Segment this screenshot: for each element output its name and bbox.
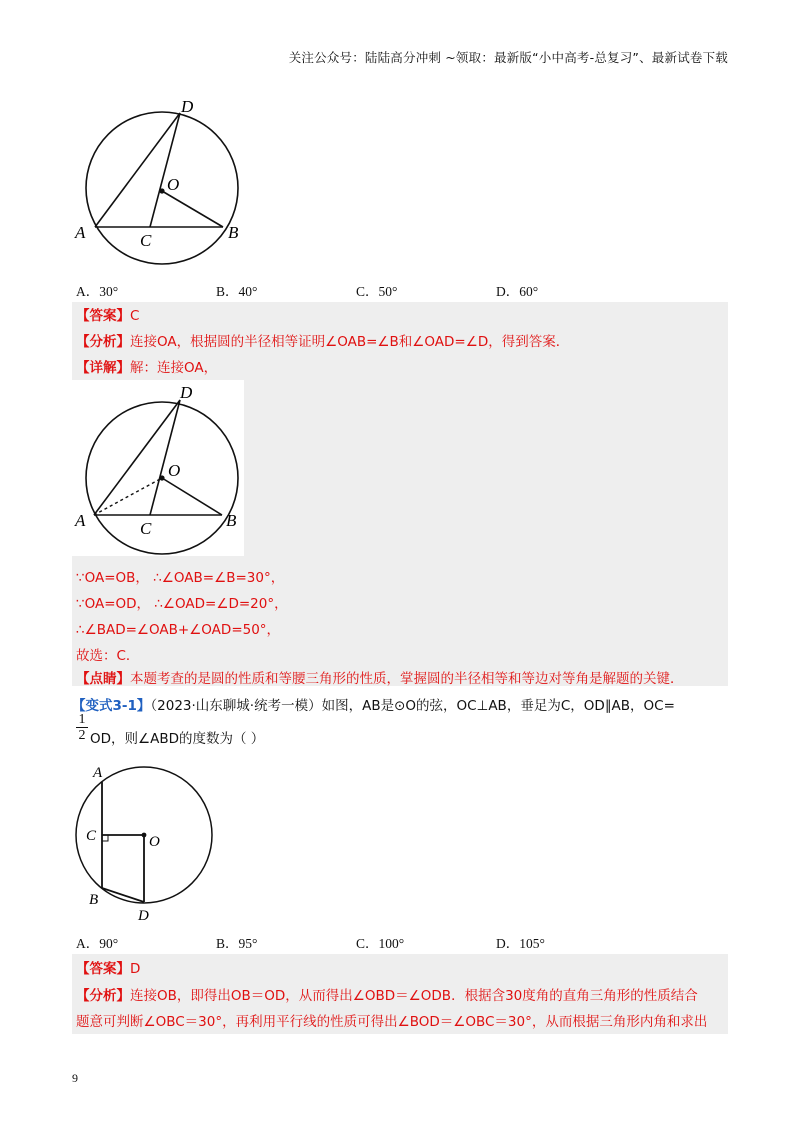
label-a: A [75, 223, 86, 242]
circle-figure-3 [72, 760, 222, 926]
q2-option-b: B．95° [216, 936, 258, 951]
q2-answer: 【答案】D [76, 961, 141, 977]
label-o: O [149, 834, 160, 850]
q2-analysis-line1: 【分析】连接OB，即得出OB＝OD，从而得出∠OBD＝∠ODB．根据含30度角的直角三角形的性质结合 [76, 988, 698, 1004]
circle-outline [86, 112, 238, 264]
q1-option-d: D．60° [496, 284, 539, 299]
q2-option-c: C．100° [356, 936, 405, 951]
q1-option-c: C．50° [356, 284, 398, 299]
label-o: O [167, 175, 180, 194]
q1-detail: 【详解】解：连接OA， [76, 360, 218, 376]
q2-stem-line2: OD，则∠ABD的度数为（ ） [90, 731, 265, 747]
label-c: C [86, 828, 97, 844]
page-header: 关注公众号：陆陆高分冲刺 ~领取：最新版“小中高考-总复习”、最新试卷下载 [288, 50, 728, 65]
label-o: O [168, 461, 181, 480]
q2-analysis-line2: 题意可判断∠OBC＝30°，再利用平行线的性质可得出∠BOD＝∠OBC＝30°，从而根据三角形内角和求出 [76, 1014, 708, 1030]
segment-ad [94, 400, 180, 515]
label-b: B [228, 223, 239, 242]
label-a: A [93, 765, 103, 781]
q2-option-a: A．90° [76, 936, 119, 951]
q1-analysis: 【分析】连接OA，根据圆的半径相等证明∠OAB=∠B和∠OAD=∠D，得到答案． [76, 334, 570, 350]
q1-comment: 【点睛】本题考查的是圆的性质和等腰三角形的性质，掌握圆的半径相等和等边对等角是解题的关键． [76, 671, 684, 687]
q1-step-2: ∵OA=OD， ∴∠OAD=∠D=20°， [76, 596, 288, 612]
label-c: C [140, 519, 152, 538]
q1-step-1: ∵OA=OB， ∴∠OAB=∠B=30°， [76, 570, 285, 586]
solution-shade-2 [244, 382, 728, 556]
q2-options [76, 932, 636, 952]
fraction-one-half: $\frac{1}{2}$ [76, 712, 88, 743]
q1-step-4: 故选：C． [76, 648, 140, 664]
segment-cd [150, 400, 180, 515]
circle-figure-2 [72, 380, 244, 556]
label-a: A [75, 511, 86, 530]
label-b: B [89, 892, 99, 908]
label-b: B [226, 511, 237, 530]
segment-ob [162, 478, 222, 515]
label-d: D [181, 97, 194, 116]
label-c: C [140, 231, 152, 250]
center-point [142, 833, 147, 838]
circle-figure-1 [72, 96, 262, 276]
q1-option-b: B．40° [216, 284, 258, 299]
page-number: 9 [72, 1071, 78, 1085]
right-angle-mark [102, 835, 108, 841]
q1-step-3: ∴∠BAD=∠OAB+∠OAD=50°， [76, 622, 281, 638]
q2-option-d: D．105° [496, 936, 545, 951]
label-d: D [138, 908, 149, 924]
q2-stem-line1: 【变式3-1】（2023·山东聊城·统考一模）如图，AB是⊙O的弦，OC⊥AB，垂足为C，OD∥AB，OC= [72, 698, 675, 714]
q1-option-a: A．30° [76, 284, 119, 299]
label-d: D [180, 383, 193, 402]
segment-cd [150, 113, 180, 227]
segment-ad [95, 113, 180, 227]
q1-options [76, 280, 636, 300]
center-point [159, 475, 164, 480]
segment-ob [162, 191, 223, 227]
center-point [159, 188, 164, 193]
q1-answer: 【答案】C [76, 308, 140, 324]
